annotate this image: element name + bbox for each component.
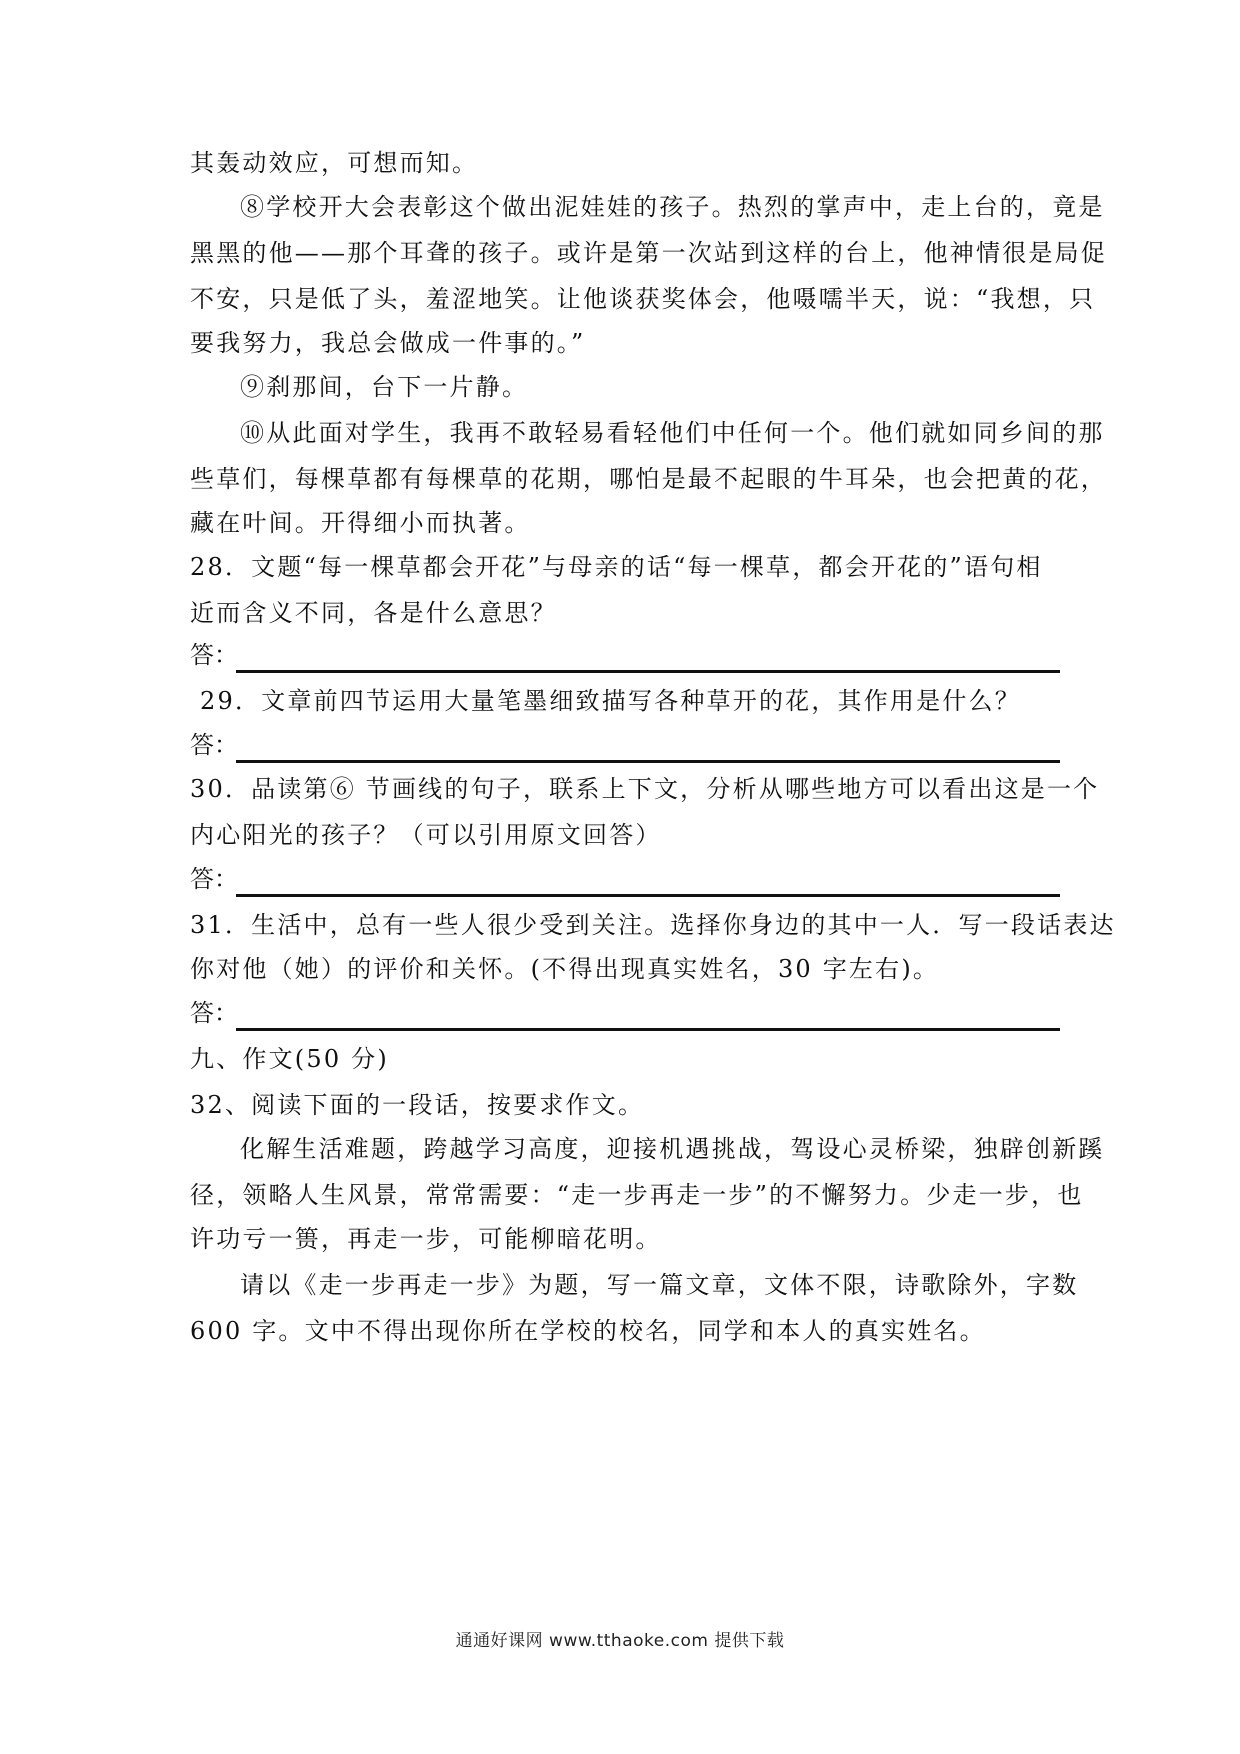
answer-underline [236, 760, 1060, 763]
question-30-line: 内心阳光的孩子？（可以引用原文回答） [190, 821, 662, 849]
paragraph-9: ⑨刹那间，台下一片静。 [240, 373, 529, 401]
answer-label: 答： [190, 641, 238, 669]
answer-underline [236, 670, 1060, 673]
answer-field-28[interactable] [190, 640, 1060, 672]
question-32: 32、阅读下面的一段话，按要求作文。 [190, 1091, 645, 1119]
prompt-line: 许功亏一篑，再走一步，可能柳暗花明。 [190, 1225, 662, 1253]
answer-label: 答： [190, 999, 238, 1027]
question-31-line: 你对他（她）的评价和关怀。(不得出现真实姓名，30 字左右)。 [190, 955, 940, 983]
question-29: 29．文章前四节运用大量笔墨细致描写各种草开的花，其作用是什么？ [200, 687, 1021, 715]
paragraph-8-line: 要我努力，我总会做成一件事的。” [190, 329, 586, 357]
answer-field-30[interactable] [190, 864, 1060, 896]
question-31-line: 31．生活中，总有一些人很少受到关注。选择你身边的其中一人．写一段话表达 [190, 911, 1116, 939]
answer-underline [236, 1028, 1060, 1031]
answer-field-31[interactable] [190, 998, 1060, 1030]
paragraph-10-line: ⑩从此面对学生，我再不敢轻易看轻他们中任何一个。他们就如同乡间的那 [240, 419, 1105, 447]
prompt-line: 径，领略人生风景，常常需要：“走一步再走一步”的不懈努力。少走一步，也 [190, 1181, 1084, 1209]
answer-underline [236, 894, 1060, 897]
paragraph-8-line: 不安，只是低了头，羞涩地笑。让他谈获奖体会，他嗫嚅半天，说：“我想，只 [190, 285, 1096, 313]
answer-label: 答： [190, 731, 238, 759]
question-28-line: 28．文题“每一棵草都会开花”与母亲的话“每一棵草，都会开花的”语句相 [190, 553, 1043, 581]
paragraph-8-line: ⑧学校开大会表彰这个做出泥娃娃的孩子。热烈的掌声中，走上台的，竟是 [240, 193, 1105, 221]
passage-line: 其轰动效应，可想而知。 [190, 149, 479, 177]
answer-field-29[interactable] [190, 730, 1060, 762]
answer-label: 答： [190, 865, 238, 893]
requirement-line: 请以《走一步再走一步》为题，写一篇文章，文体不限，诗歌除外，字数 [240, 1271, 1079, 1299]
paragraph-10-line: 些草们，每棵草都有每棵草的花期，哪怕是最不起眼的牛耳朵，也会把黄的花， [190, 465, 1107, 493]
paragraph-8-line: 黑黑的他——那个耳聋的孩子。或许是第一次站到这样的台上，他神情很是局促 [190, 239, 1107, 267]
section-title: 九、作文(50 分) [190, 1045, 389, 1073]
question-30-line: 30．品读第⑥ 节画线的句子，联系上下文，分析从哪些地方可以看出这是一个 [190, 775, 1100, 803]
question-28-line: 近而含义不同，各是什么意思？ [190, 599, 557, 627]
footer-source: 通通好课网 www.tthaoke.com 提供下载 [455, 1631, 785, 1651]
prompt-line: 化解生活难题，跨越学习高度，迎接机遇挑战，驾设心灵桥梁，独辟创新蹊 [240, 1135, 1105, 1163]
requirement-line: 600 字。文中不得出现你所在学校的校名，同学和本人的真实姓名。 [190, 1317, 986, 1345]
paragraph-10-line: 藏在叶间。开得细小而执著。 [190, 509, 531, 537]
